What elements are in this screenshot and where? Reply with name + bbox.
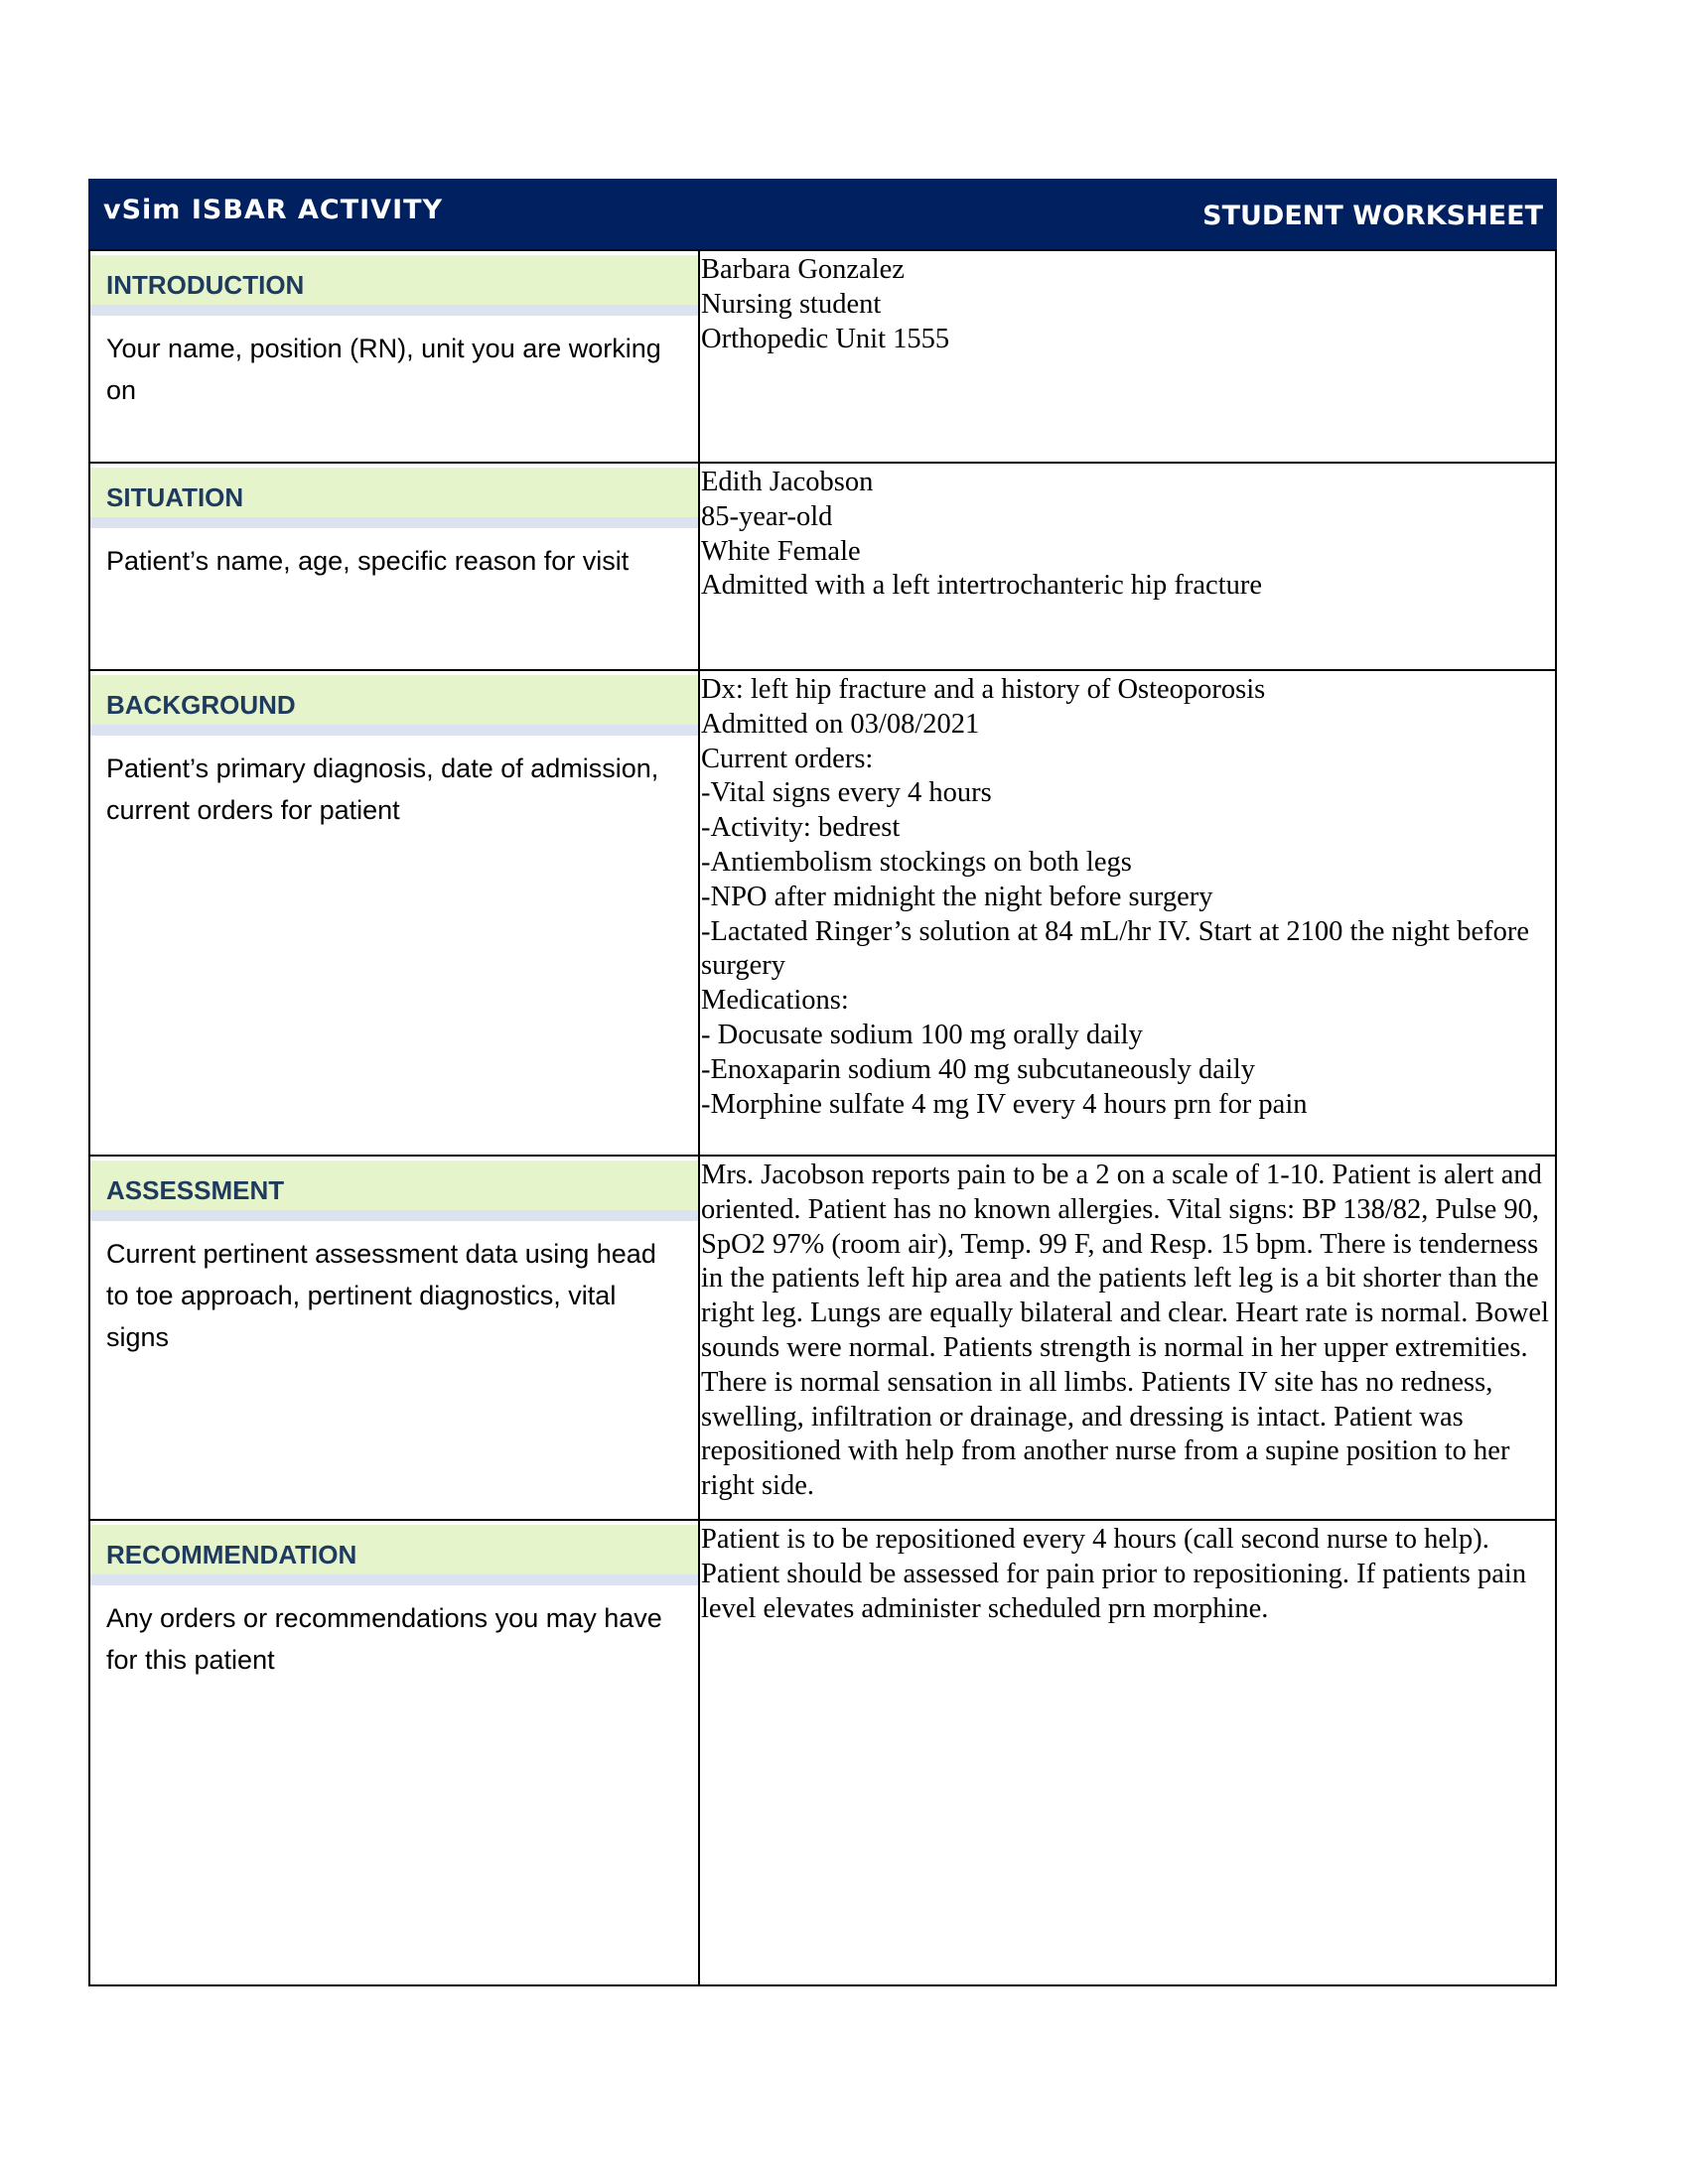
divider (90, 1210, 698, 1221)
section-row-situation (89, 463, 1556, 670)
section-heading-band (90, 255, 698, 305)
worksheet-subtitle: STUDENT WORKSHEET (1202, 201, 1543, 231)
section-label-cell (89, 670, 699, 1156)
divider (90, 517, 698, 528)
worksheet-header (88, 179, 1557, 249)
response-line: Mrs. Jacobson reports pain to be a 2 on a scale of 1-10. Patient is alert and oriented. Patient has no known allergies. Vital signs: BP 138/82, Pulse 90, SpO2 97% (room air), Temp. 99 F, and Resp. 15 bpm. There is tenderness in the patients left hip area and the patients left leg is a bit shorter than the right leg. Lungs are equally bilateral and clear. Heart rate is normal. Bowel sounds were normal. Patients strength is normal in her upper extremities. There is normal sensation in all limbs. Patients IV site has no redness, swelling, infiltration or drainage, and dressing is intact. Patient was repositioned with help from another nurse from a supine position to her right side. (701, 1160, 1549, 1502)
response-line: -Antiembolism stockings on both legs (701, 846, 1132, 878)
divider (90, 1574, 698, 1585)
section-heading: RECOMMENDATION (106, 1540, 357, 1570)
response-line: 85-year-old (701, 500, 833, 532)
section-heading-band (90, 468, 698, 517)
response-line: Dx: left hip fracture and a history of Osteoporosis (701, 674, 1266, 705)
section-row-background (89, 670, 1556, 1156)
response-line: -Morphine sulfate 4 mg IV every 4 hours prn for pain (701, 1088, 1308, 1120)
response-line: -Enoxaparin sodium 40 mg subcutaneously daily (701, 1053, 1256, 1085)
section-row-recommendation (89, 1520, 1556, 1985)
response-line: Admitted on 03/08/2021 (701, 708, 980, 740)
response-line: -Lactated Ringer’s solution at 84 mL/hr IV. Start at 2100 the night before surgery (701, 915, 1529, 982)
divider (90, 725, 698, 736)
section-heading-band (90, 1160, 698, 1210)
response-line: -Vital signs every 4 hours (701, 777, 992, 809)
response-line: - Docusate sodium 100 mg orally daily (701, 1019, 1143, 1050)
response-line: -NPO after midnight the night before surgery (701, 881, 1213, 912)
section-label-cell (89, 463, 699, 670)
isbar-worksheet (88, 179, 1557, 1986)
section-prompt: Current pertinent assessment data using head to toe approach, pertinent diagnostics, vital signs (106, 1239, 656, 1352)
section-label-cell (89, 250, 699, 463)
section-heading: ASSESSMENT (106, 1175, 285, 1205)
response-line: Nursing student (701, 288, 882, 320)
section-label-cell (89, 1156, 699, 1520)
response-line: Patient is to be repositioned every 4 hours (call second nurse to help). Patient should be assessed for pain prior to repositioning. If patients pain level elevates administer scheduled prn morphine. (701, 1524, 1527, 1624)
section-heading: INTRODUCTION (106, 270, 305, 300)
section-response[interactable] (699, 670, 1556, 1156)
section-heading: BACKGROUND (106, 690, 296, 720)
section-heading-band (90, 675, 698, 725)
worksheet-title: vSim ISBAR ACTIVITY (103, 195, 444, 225)
section-row-assessment (89, 1156, 1556, 1520)
response-line: Edith Jacobson (701, 467, 874, 497)
section-response[interactable] (699, 250, 1556, 463)
response-line: Medications: (701, 985, 849, 1017)
response-line: Barbara Gonzalez (701, 254, 905, 285)
section-row-introduction (89, 250, 1556, 463)
response-line: White Female (701, 535, 861, 567)
response-line: Orthopedic Unit 1555 (701, 323, 950, 354)
section-heading-band (90, 1525, 698, 1574)
section-heading: SITUATION (106, 482, 244, 512)
section-prompt: Any orders or recommendations you may have for this patient (106, 1603, 662, 1675)
section-label-cell (89, 1520, 699, 1985)
response-line: Admitted with a left intertrochanteric hip fracture (701, 570, 1263, 602)
divider (90, 305, 698, 316)
response-line: -Activity: bedrest (701, 812, 901, 844)
isbar-table (88, 249, 1557, 1986)
section-prompt: Patient’s name, age, specific reason for visit (106, 546, 630, 576)
section-response[interactable] (699, 1520, 1556, 1985)
section-response[interactable] (699, 463, 1556, 670)
response-line: Current orders: (701, 743, 874, 774)
section-prompt: Patient’s primary diagnosis, date of admission, current orders for patient (106, 753, 659, 825)
section-response[interactable] (699, 1156, 1556, 1520)
section-prompt: Your name, position (RN), unit you are working on (106, 334, 661, 405)
